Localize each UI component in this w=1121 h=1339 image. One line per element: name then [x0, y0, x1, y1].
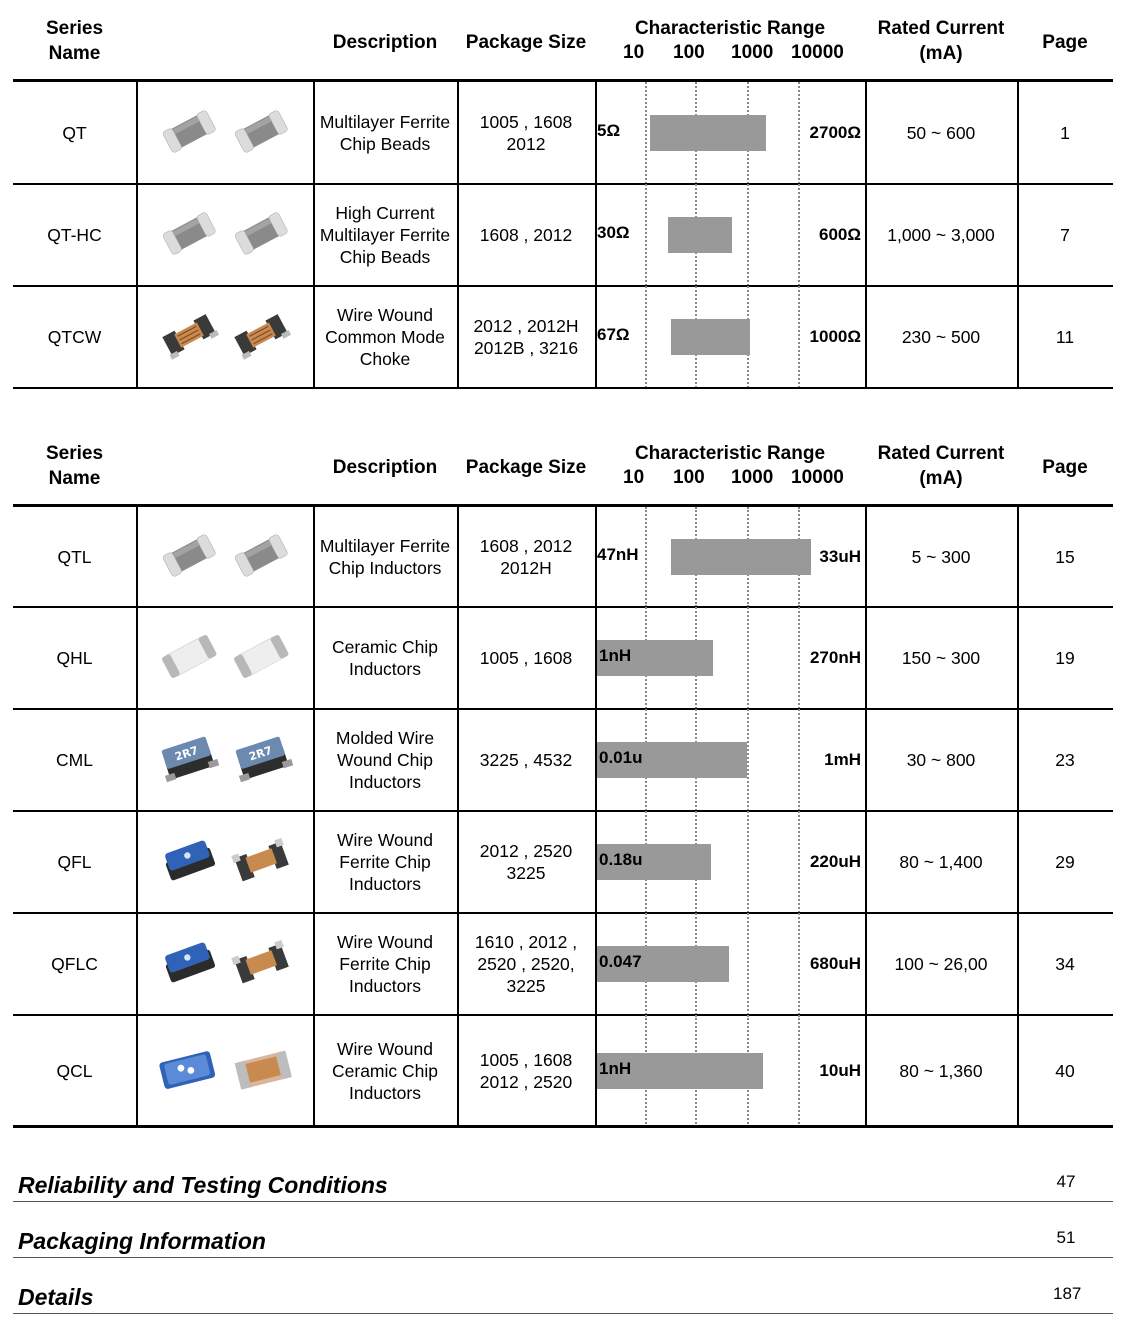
package-size-line: 1005 , 1608: [479, 648, 573, 668]
series-name-cell: QT: [62, 123, 87, 143]
package-size-line: 3225: [506, 976, 546, 996]
range-max-label: 2700Ω: [809, 123, 861, 142]
range-min-label: 5Ω: [597, 121, 621, 140]
package-size-line: 1005 , 1608: [479, 112, 573, 132]
range-max-label: 33uH: [819, 547, 861, 566]
series-header-line: Name: [48, 468, 101, 489]
range-max-label: 680uH: [809, 954, 861, 973]
package-size-cell: [457, 811, 595, 913]
range-tick-label: 10000: [791, 467, 844, 488]
page-number-cell[interactable]: 29: [1055, 852, 1075, 872]
range-min-label: 1nH: [599, 1059, 632, 1078]
series-name-cell: QCL: [56, 1061, 93, 1081]
description-line: Ferrite Chip: [339, 852, 431, 872]
series-name-cell: QFL: [57, 852, 92, 872]
section-title[interactable]: Reliability and Testing Conditions: [18, 1172, 388, 1198]
rated-current-header: [865, 16, 1017, 66]
rated-current-cell: 150 ~ 300: [901, 648, 981, 668]
series-name-header: [13, 16, 136, 66]
description-cell: [313, 1015, 457, 1127]
page-header: Page: [1042, 32, 1088, 53]
page-number-cell[interactable]: 11: [1055, 327, 1075, 347]
description-cell: [313, 913, 457, 1015]
description-line: Multilayer Ferrite: [319, 112, 451, 132]
section-title[interactable]: Packaging Information: [18, 1228, 266, 1254]
molded-inductor-icon: [229, 726, 295, 795]
range-bar: [671, 539, 811, 575]
series-name-cell: QTCW: [47, 327, 102, 347]
range-gridline: [747, 607, 749, 709]
wire-wound-ferrite-icon: [229, 828, 293, 897]
package-size-line: 1608 , 2012: [479, 225, 573, 245]
package-size-cell: [457, 709, 595, 811]
package-size-line: 2520 , 2520,: [477, 954, 575, 974]
range-gridline: [798, 82, 800, 184]
product-image-cell: [136, 913, 313, 1015]
description-line: Wire Wound: [337, 1039, 433, 1059]
package-size-line: 2012: [506, 134, 546, 154]
range-gridline: [798, 286, 800, 388]
description-header: Description: [332, 32, 438, 53]
description-line: Choke: [359, 349, 411, 369]
product-image-cell: [136, 1015, 313, 1127]
range-gridline: [798, 184, 800, 286]
description-line: Wound Chip: [337, 750, 433, 770]
description-line: Chip Beads: [339, 247, 431, 267]
range-gridline: [645, 286, 647, 388]
section-underline: [13, 1257, 1113, 1258]
wire-wound-ferrite-icon: [157, 930, 221, 999]
table-row: [13, 811, 1113, 913]
page-number-cell[interactable]: 7: [1060, 225, 1070, 245]
range-min-label: 47nH: [597, 545, 639, 564]
series-name-cell: QT-HC: [47, 225, 102, 245]
range-bar: [671, 319, 750, 355]
range-tick-label: 1000: [731, 467, 774, 488]
description-cell: [313, 507, 457, 607]
product-image-cell: [136, 82, 313, 184]
package-size-line: 2012 , 2520: [479, 841, 573, 861]
package-size-line: 1005 , 1608: [479, 1050, 573, 1070]
range-max-label: 600Ω: [819, 225, 861, 244]
svg-text:2R7: 2R7: [246, 743, 274, 763]
range-max-label: 1mH: [824, 750, 861, 769]
range-max-label: 1000Ω: [809, 327, 861, 346]
range-gridline: [798, 1015, 800, 1127]
page-header: Page: [1042, 457, 1088, 478]
wire-wound-ferrite-icon: [229, 930, 293, 999]
page-number-cell[interactable]: 34: [1055, 954, 1075, 974]
page-number-cell[interactable]: 40: [1055, 1061, 1075, 1081]
range-gridline: [798, 913, 800, 1015]
description-line: Wire Wound: [337, 305, 433, 325]
table-row: [13, 184, 1113, 286]
ferrite-chip-icon: [229, 201, 293, 270]
description-line: Multilayer Ferrite: [319, 536, 451, 556]
range-min-label: 30Ω: [597, 223, 630, 242]
svg-text:2R7: 2R7: [172, 743, 200, 763]
rated-current-cell: 5 ~ 300: [911, 547, 971, 567]
characteristic-range-cell: [595, 507, 865, 607]
page-number-cell[interactable]: 23: [1055, 750, 1075, 770]
package-size-cell: [457, 82, 595, 184]
characteristic-range-cell: [595, 1015, 865, 1127]
table-row: [13, 1015, 1113, 1127]
table-row: [13, 709, 1113, 811]
range-tick-label: 10000: [791, 42, 844, 63]
description-cell: [313, 709, 457, 811]
row-divider: [13, 387, 1113, 389]
description-cell: [313, 184, 457, 286]
description-line: Inductors: [349, 772, 421, 792]
current-header-line: (mA): [919, 468, 963, 489]
range-tick-label: 10: [623, 42, 645, 63]
range-gridline: [747, 811, 749, 913]
page-number-cell[interactable]: 19: [1055, 648, 1075, 668]
section-page-number[interactable]: 187: [1053, 1284, 1082, 1303]
package-size-cell: [457, 184, 595, 286]
characteristic-range-header: Characteristic Range: [634, 18, 826, 39]
rated-current-cell: 100 ~ 26,00: [894, 954, 988, 974]
table-row: [13, 607, 1113, 709]
description-line: Chip Inductors: [328, 558, 442, 578]
product-image-cell: [136, 811, 313, 913]
package-size-line: 1610 , 2012 ,: [474, 932, 578, 952]
rated-current-cell: 50 ~ 600: [906, 123, 976, 143]
description-line: Inductors: [349, 659, 421, 679]
product-image-cell: [136, 607, 313, 709]
range-gridline: [798, 607, 800, 709]
package-size-line: 3225 , 4532: [479, 750, 573, 770]
product-image-cell: [136, 184, 313, 286]
package-size-line: 3225: [506, 863, 546, 883]
package-size-cell: [457, 913, 595, 1015]
ceramic-chip-icon: [157, 624, 221, 693]
range-max-label: 270nH: [809, 648, 861, 667]
description-line: Common Mode: [325, 327, 445, 347]
molded-inductor-icon: [155, 726, 221, 795]
characteristic-range-header: Characteristic Range: [634, 443, 826, 464]
package-size-line: 2012 , 2520: [479, 1072, 573, 1092]
description-cell: [313, 286, 457, 388]
package-size-line: 2012 , 2012H: [473, 316, 579, 336]
characteristic-range-cell: [595, 82, 865, 184]
description-line: Wire Wound: [337, 932, 433, 952]
rated-current-cell: 80 ~ 1,360: [899, 1061, 983, 1081]
current-header-line: Rated Current: [877, 18, 1005, 39]
package-size-header: Package Size: [465, 32, 587, 53]
series-header-line: Name: [48, 43, 101, 64]
table-row: [13, 286, 1113, 388]
range-tick-label: 1000: [731, 42, 774, 63]
wire-wound-ferrite-icon: [157, 828, 221, 897]
current-header-line: Rated Current: [877, 443, 1005, 464]
rated-current-cell: 30 ~ 800: [906, 750, 976, 770]
characteristic-range-cell: [595, 709, 865, 811]
page-number-cell[interactable]: 1: [1060, 123, 1070, 143]
description-line: Ceramic Chip: [332, 637, 438, 657]
description-cell: [313, 811, 457, 913]
package-size-cell: [457, 286, 595, 388]
description-line: Wire Wound: [337, 830, 433, 850]
characteristic-range-cell: [595, 184, 865, 286]
product-image-cell: [136, 507, 313, 607]
ferrite-chip-icon: [229, 99, 293, 168]
range-gridline: [798, 709, 800, 811]
section-title[interactable]: Details: [18, 1284, 94, 1310]
series-header-line: Series: [45, 443, 104, 464]
rated-current-cell: 80 ~ 1,400: [899, 852, 983, 872]
characteristic-range-cell: [595, 286, 865, 388]
range-tick-label: 100: [673, 467, 705, 488]
characteristic-range-cell: [595, 811, 865, 913]
table-row: [13, 913, 1113, 1015]
package-size-cell: [457, 1015, 595, 1127]
section-underline: [13, 1201, 1113, 1202]
range-tick-label: 10: [623, 467, 645, 488]
section-page-number[interactable]: 51: [1056, 1228, 1076, 1247]
package-size-cell: [457, 607, 595, 709]
table-row: [13, 507, 1113, 607]
range-min-label: 0.01u: [599, 748, 643, 767]
package-size-header: Package Size: [465, 457, 587, 478]
rated-current-cell: 230 ~ 500: [901, 327, 981, 347]
range-min-label: 1nH: [599, 646, 632, 665]
series-header-line: Series: [45, 18, 104, 39]
section-underline: [13, 1313, 1113, 1314]
description-line: Inductors: [349, 874, 421, 894]
package-size-line: 2012B , 3216: [473, 338, 579, 358]
ferrite-chip-icon: [157, 201, 221, 270]
description-line: Molded Wire: [335, 728, 435, 748]
range-gridline: [798, 811, 800, 913]
table-bottom-rule: [13, 1125, 1113, 1128]
description-line: Multilayer Ferrite: [319, 225, 451, 245]
table-row: [13, 82, 1113, 184]
product-image-cell: [136, 286, 313, 388]
range-tick-label: 100: [673, 42, 705, 63]
series-name-cell: CML: [56, 750, 93, 770]
wire-wound-ceramic-icon: [153, 1037, 221, 1106]
wire-wound-ceramic-icon: [229, 1037, 297, 1106]
range-min-label: 0.047: [599, 952, 642, 971]
page-number-cell[interactable]: 15: [1055, 547, 1075, 567]
ferrite-chip-icon: [229, 523, 293, 592]
product-image-cell: [136, 709, 313, 811]
range-gridline: [747, 184, 749, 286]
range-min-label: 67Ω: [597, 325, 630, 344]
series-name-cell: QTL: [57, 547, 92, 567]
common-mode-choke-icon: [229, 303, 293, 372]
package-size-line: 1608 , 2012: [479, 536, 573, 556]
characteristic-range-cell: [595, 607, 865, 709]
current-header-line: (mA): [919, 43, 963, 64]
range-bar: [668, 217, 731, 253]
common-mode-choke-icon: [157, 303, 221, 372]
description-line: Chip Beads: [339, 134, 431, 154]
range-gridline: [645, 507, 647, 607]
range-gridline: [747, 913, 749, 1015]
package-size-line: 2012H: [500, 558, 552, 578]
characteristic-range-cell: [595, 913, 865, 1015]
description-line: Inductors: [349, 1083, 421, 1103]
range-gridline: [645, 82, 647, 184]
description-line: High Current: [335, 203, 435, 223]
rated-current-header: [865, 441, 1017, 491]
description-line: Inductors: [349, 976, 421, 996]
series-name-cell: QFLC: [51, 954, 98, 974]
series-name-cell: QHL: [56, 648, 93, 668]
range-min-label: 0.18u: [599, 850, 643, 869]
description-cell: [313, 607, 457, 709]
series-name-header: [13, 441, 136, 491]
package-size-cell: [457, 507, 595, 607]
ceramic-chip-icon: [229, 624, 293, 693]
section-page-number[interactable]: 47: [1056, 1172, 1076, 1191]
description-header: Description: [332, 457, 438, 478]
ferrite-chip-icon: [157, 99, 221, 168]
rated-current-cell: 1,000 ~ 3,000: [887, 225, 995, 245]
range-bar: [650, 115, 766, 151]
range-max-label: 10uH: [819, 1061, 861, 1080]
ferrite-chip-icon: [157, 523, 221, 592]
range-max-label: 220uH: [809, 852, 861, 871]
range-gridline: [645, 184, 647, 286]
description-cell: [313, 82, 457, 184]
description-line: Ferrite Chip: [339, 954, 431, 974]
description-line: Ceramic Chip: [332, 1061, 438, 1081]
